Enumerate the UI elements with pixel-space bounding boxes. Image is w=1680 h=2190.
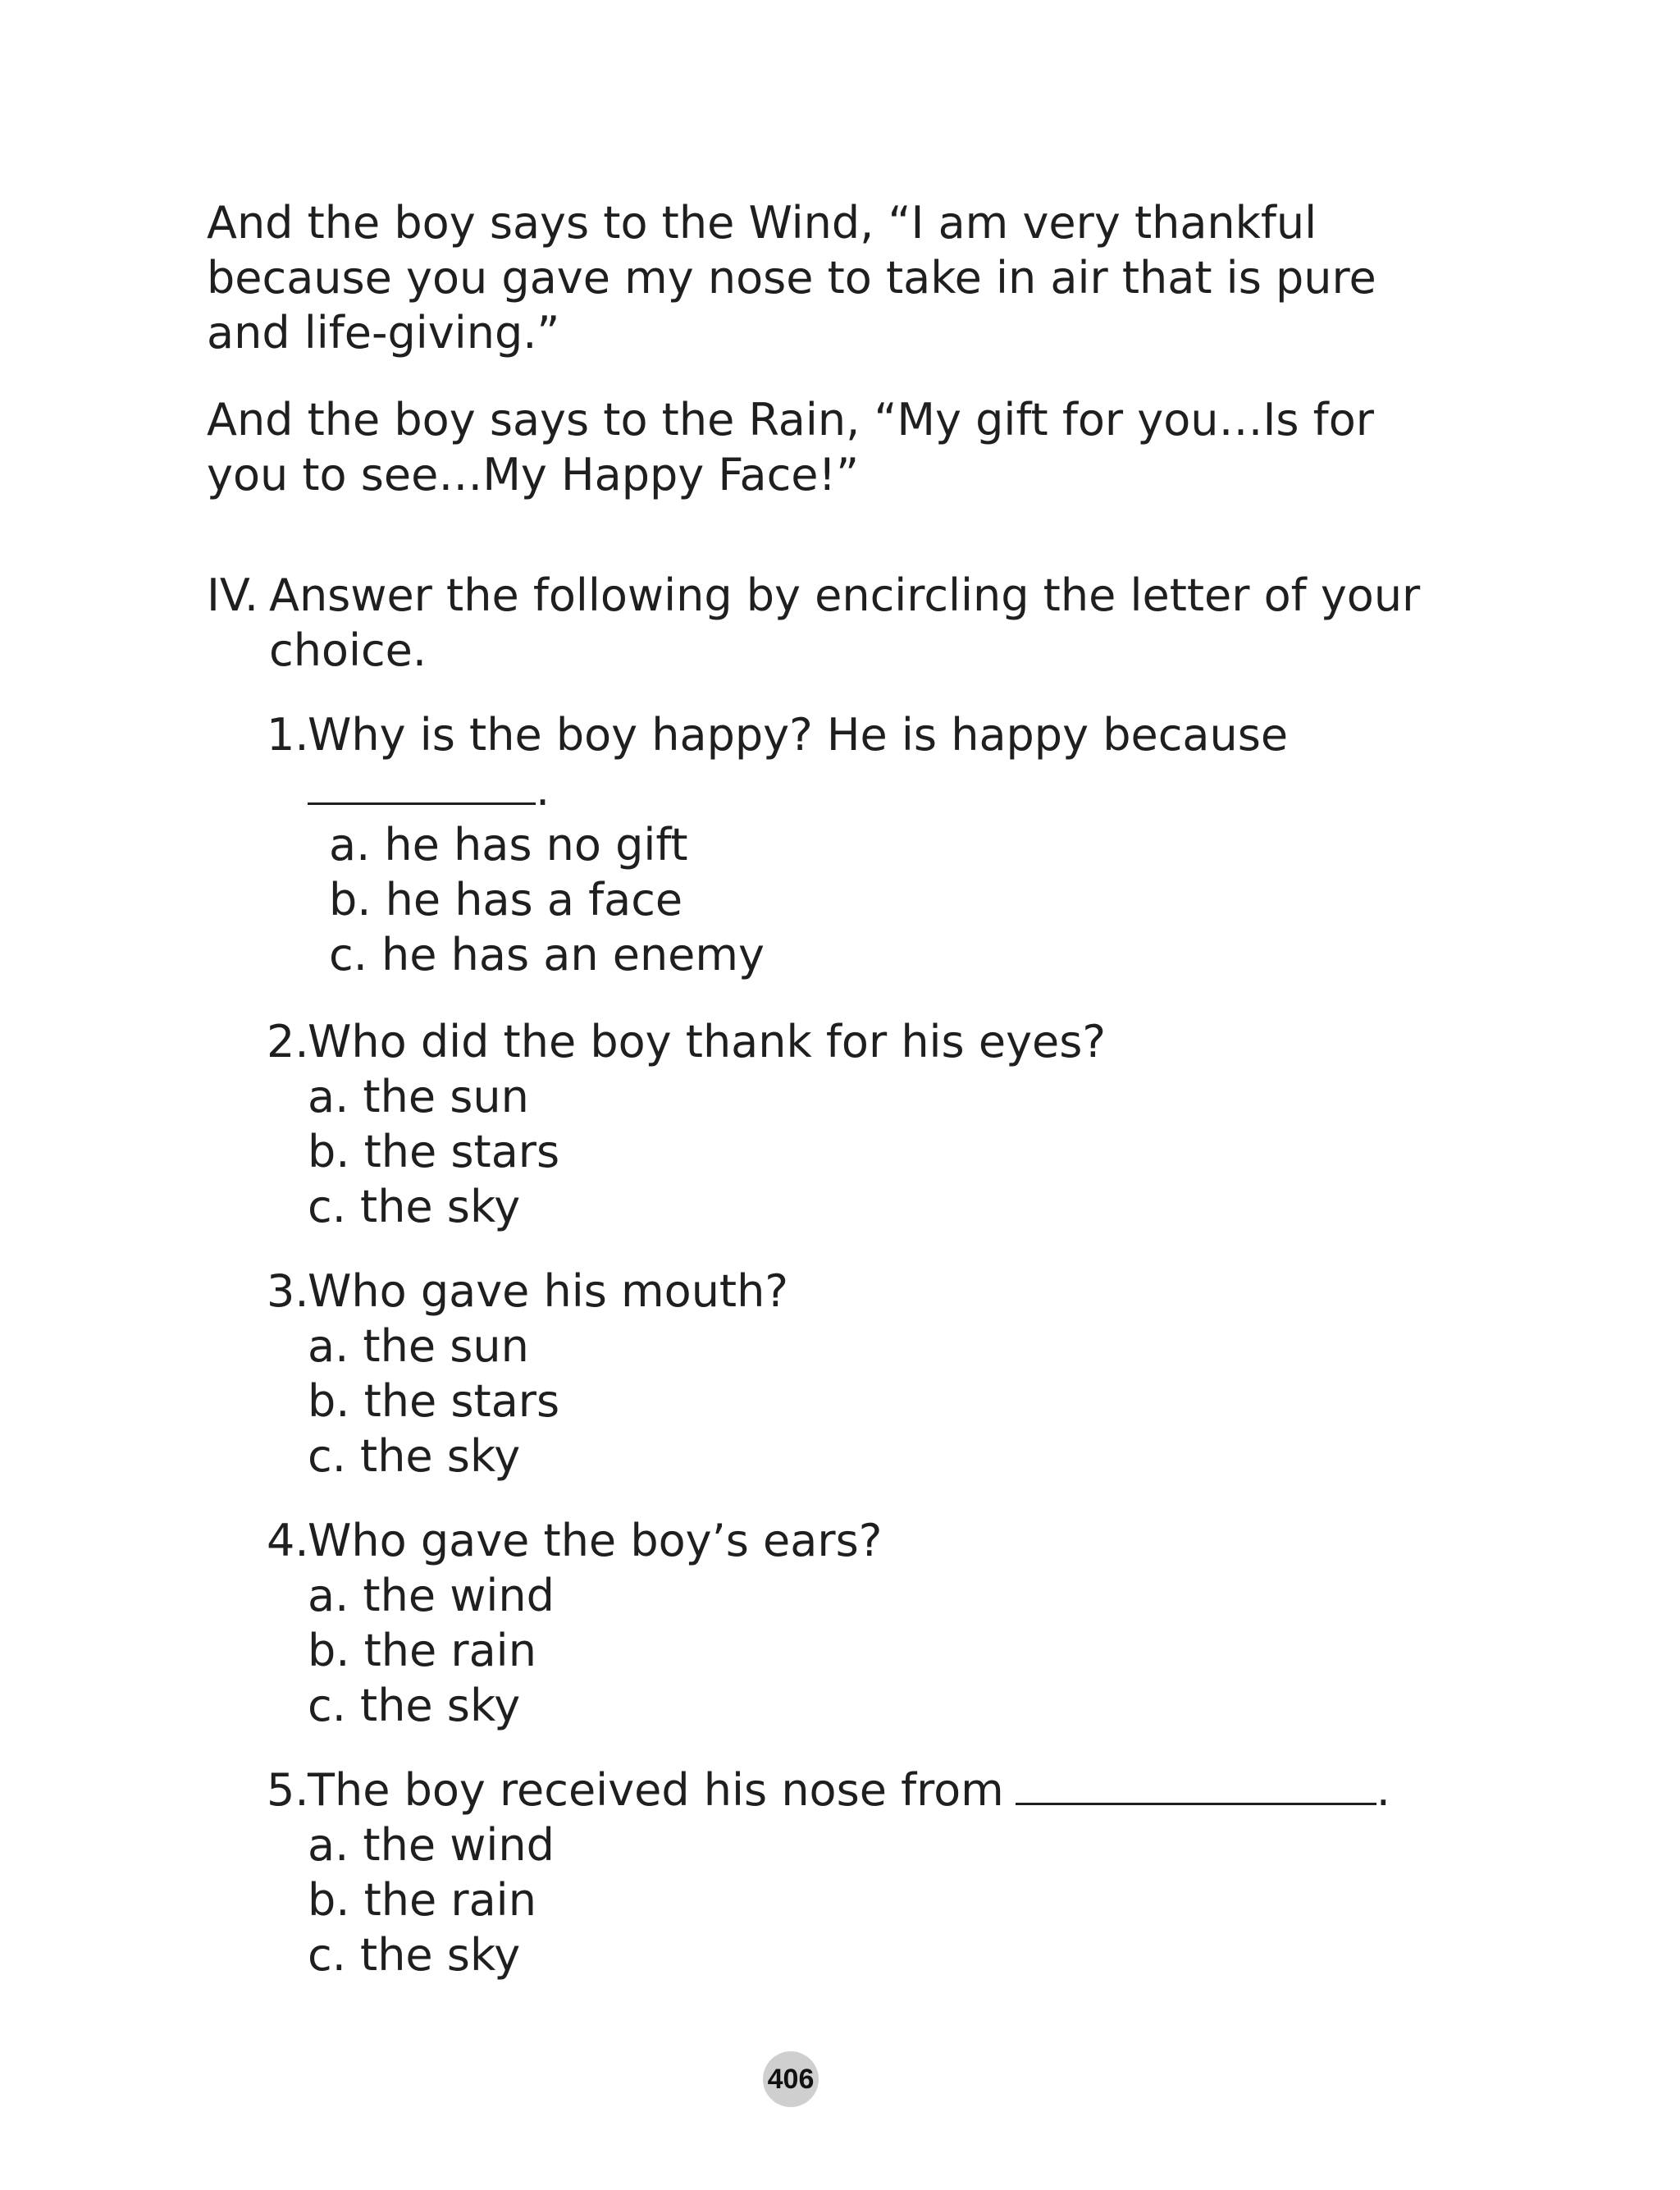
question-text: Who did the boy thank for his eyes? xyxy=(308,1016,1107,1068)
option-b[interactable]: b. the rain xyxy=(308,1625,536,1676)
question-text xyxy=(308,1763,1456,1817)
option-b[interactable]: b. the stars xyxy=(308,1375,560,1427)
story-paragraph-wind: And the boy says to the Wind, “I am very thankful because you gave my nose to take in air that is pure and life-giving.” xyxy=(207,197,1376,359)
option-a[interactable]: a. the wind xyxy=(308,1819,555,1871)
question-1 xyxy=(267,707,1456,982)
question-text-after: . xyxy=(1376,1764,1390,1816)
option-c[interactable]: c. the sky xyxy=(308,1430,521,1482)
option-c[interactable]: c. the sky xyxy=(308,1181,521,1232)
question-number: 3. xyxy=(267,1265,309,1317)
option-c[interactable]: c. the sky xyxy=(308,1929,521,1981)
option-a[interactable]: a. the wind xyxy=(308,1570,555,1621)
option-b[interactable]: b. he has a face xyxy=(329,874,683,926)
question-2 xyxy=(267,1014,1456,1234)
option-c[interactable]: c. the sky xyxy=(308,1680,521,1731)
option-b[interactable]: b. the rain xyxy=(308,1874,536,1926)
question-text: Who gave the boy’s ears? xyxy=(308,1515,883,1566)
section-iv-heading xyxy=(207,568,1437,678)
question-number: 2. xyxy=(267,1016,309,1068)
question-text xyxy=(308,707,1456,817)
question-text-before: The boy received his nose from xyxy=(308,1764,1004,1816)
option-list xyxy=(329,817,1456,982)
option-list xyxy=(308,1568,1456,1733)
question-text-before: Why is the boy happy? He is happy because xyxy=(308,709,1289,761)
question-text-after: . xyxy=(536,764,550,816)
answer-blank[interactable] xyxy=(1016,1765,1376,1805)
page-number-badge: 406 xyxy=(763,2051,819,2107)
question-text: Who gave his mouth? xyxy=(308,1265,788,1317)
option-list xyxy=(308,1069,1456,1234)
section-numeral: IV. xyxy=(207,569,259,621)
option-b[interactable]: b. the stars xyxy=(308,1126,560,1177)
question-5 xyxy=(267,1763,1456,1982)
option-a[interactable]: a. he has no gift xyxy=(329,819,688,871)
question-number: 4. xyxy=(267,1515,309,1566)
option-c[interactable]: c. he has an enemy xyxy=(329,929,765,981)
option-a[interactable]: a. the sun xyxy=(308,1320,529,1372)
story-paragraph-rain: And the boy says to the Rain, “My gift for you…Is for you to see…My Happy Face!” xyxy=(207,394,1374,501)
answer-blank[interactable] xyxy=(308,765,536,805)
option-a[interactable]: a. the sun xyxy=(308,1071,529,1122)
option-list xyxy=(308,1319,1456,1484)
option-list xyxy=(308,1817,1456,1982)
section-instruction: Answer the following by encircling the letter of your choice. xyxy=(269,569,1421,676)
question-number: 1. xyxy=(267,709,309,761)
question-3 xyxy=(267,1264,1456,1484)
question-4 xyxy=(267,1513,1456,1733)
question-number: 5. xyxy=(267,1764,309,1816)
